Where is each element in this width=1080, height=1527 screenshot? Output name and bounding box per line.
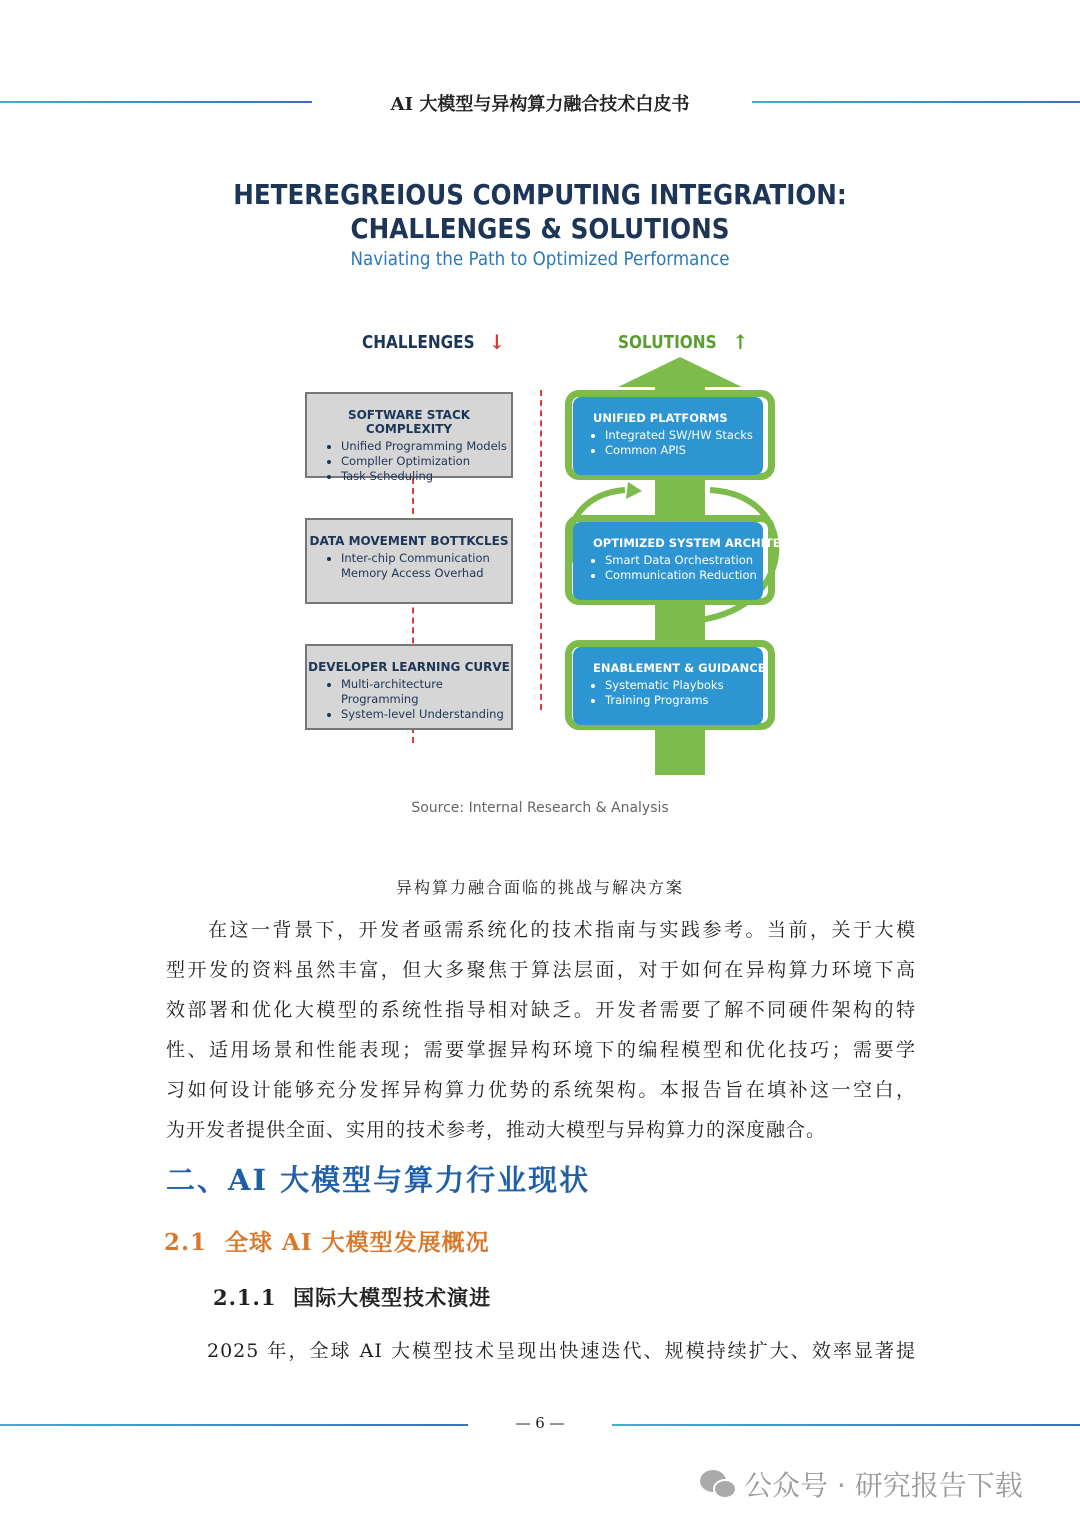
- solution-title: OPTIMIZED SYSTEM ARCHITECTURE: [593, 536, 823, 550]
- figure-title-line1: HETEREGREIOUS COMPUTING INTEGRATION:: [233, 178, 847, 211]
- paragraph-line: 性、适用场景和性能表现；需要掌握异构环境下的编程模型和优化技巧；需要学: [166, 1039, 916, 1061]
- arrow-down-icon: ↓: [488, 330, 506, 354]
- running-header: AI 大模型与异构算力融合技术白皮书: [390, 94, 690, 115]
- solution-item: • Smart Data Orchestration: [605, 553, 763, 568]
- figure-title-line2: CHALLENGES & SOLUTIONS: [350, 212, 730, 245]
- solutions-heading: [618, 330, 749, 354]
- solution-card: [573, 397, 763, 475]
- watermark-text: 公众号 · 研究报告下载: [744, 1469, 1023, 1502]
- solutions-heading-label: SOLUTIONS: [618, 331, 717, 353]
- subsection-heading: 2.1 全球 AI 大模型发展概况: [164, 1229, 490, 1256]
- solution-item: • Training Programs: [605, 693, 763, 708]
- challenge-item: • Compller Optimization: [341, 454, 511, 469]
- challenge-item: • Inter-chip Communication: [341, 551, 511, 566]
- paragraph-line: 2025 年，全球 AI 大模型技术呈现出快速迭代、规模持续扩大、效率显著提: [207, 1340, 916, 1362]
- solution-item: • Integrated SW/HW Stacks: [605, 428, 763, 443]
- arrow-up-icon: ↑: [732, 330, 749, 354]
- paragraph-line: 习如何设计能够充分发挥异构算力优势的系统架构。本报告旨在填补这一空白，: [166, 1079, 916, 1101]
- figure-subtitle: Naviating the Path to Optimized Performance: [350, 248, 730, 270]
- figure-source: Source: Internal Research & Analysis: [411, 800, 669, 816]
- footer-rule-right: [612, 1424, 1080, 1426]
- section-heading: 二、AI 大模型与算力行业现状: [166, 1163, 591, 1197]
- challenges-heading-label: CHALLENGES: [362, 331, 475, 353]
- challenge-item: • Unified Programming Models: [341, 439, 511, 454]
- watermark: [698, 1464, 1023, 1504]
- solution-title: ENABLEMENT & GUIDANCE: [593, 661, 766, 675]
- wechat-icon: [698, 1467, 738, 1501]
- challenge-item: Memory Access Overhad: [341, 566, 484, 580]
- solution-item: • Common APIS: [605, 443, 763, 458]
- divider-line: [540, 390, 542, 710]
- challenge-card: [305, 392, 513, 483]
- challenge-card: [305, 518, 513, 604]
- footer-rule-left: [0, 1424, 468, 1426]
- solution-card: [573, 647, 766, 725]
- paragraph-line: 在这一背景下，开发者亟需系统化的技术指南与实践参考。当前，关于大模: [208, 919, 916, 941]
- page-number: — 6 —: [515, 1414, 565, 1432]
- subsubsection-heading: 2.1.1 国际大模型技术演进: [213, 1285, 492, 1310]
- solution-item: • Systematic Playboks: [605, 678, 763, 693]
- challenge-card: [305, 644, 513, 730]
- paragraph-line: 为开发者提供全面、实用的技术参考，推动大模型与异构算力的深度融合。: [166, 1119, 827, 1141]
- challenge-title: DEVELOPER LEARNING CURVE: [308, 660, 510, 674]
- challenge-title: SOFTWARE STACK COMPLEXITY: [347, 408, 471, 436]
- challenges-heading: [362, 330, 505, 354]
- challenge-item: • Task Scheduling: [341, 469, 511, 484]
- challenge-item: • System-level Understanding: [341, 707, 511, 722]
- challenge-item: • Multi-architecture Programming: [341, 677, 511, 707]
- solution-title: UNIFIED PLATFORMS: [593, 411, 728, 425]
- solution-item: • Communication Reduction: [605, 568, 763, 583]
- paragraph-line: 型开发的资料虽然丰富，但大多聚焦于算法层面，对于如何在异构算力环境下高: [166, 959, 916, 981]
- paragraph-line: 效部署和优化大模型的系统性指导相对缺乏。开发者需要了解不同硬件架构的特: [166, 999, 916, 1021]
- figure-caption: 异构算力融合面临的挑战与解决方案: [395, 878, 684, 897]
- challenge-title: DATA MOVEMENT BOTTKCLES: [309, 534, 509, 548]
- solution-card: [573, 522, 823, 600]
